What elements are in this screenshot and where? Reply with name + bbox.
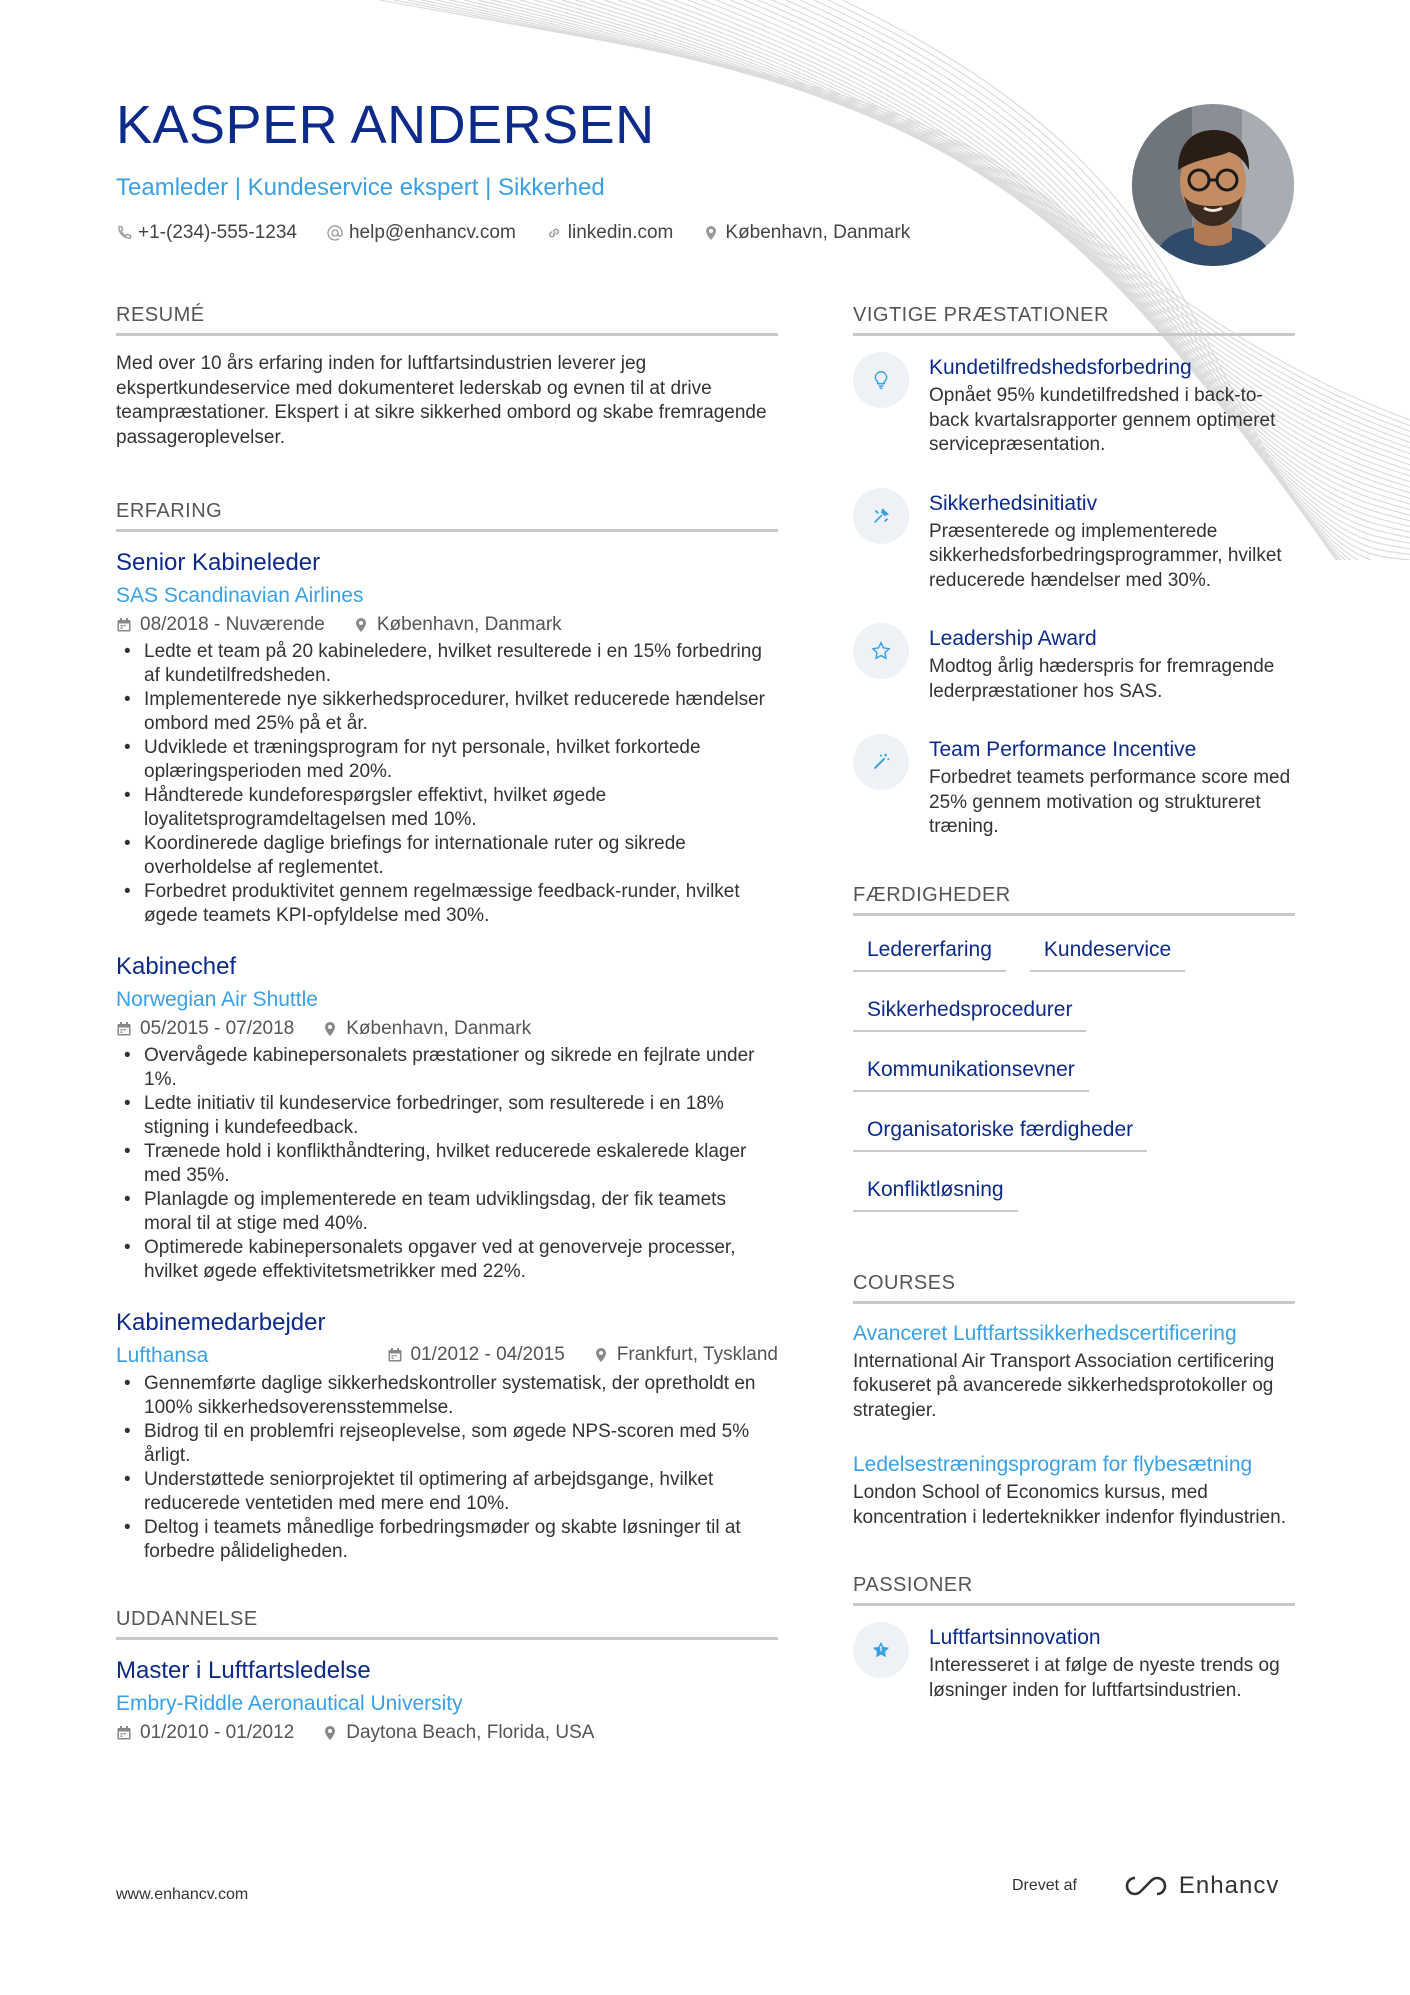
bullet-item: • Bidrog til en problemfri rejseoplevelse, som øgede NPS-scoren med 5% årligt. <box>116 1420 778 1468</box>
bullet-item: • Koordinerede daglige briefings for internationale ruter og sikrede overholdelse af reglementet. <box>116 832 778 880</box>
achievement-desc: Forbedret teamets performance score med 25% gennem motivation og struktureret træning. <box>929 767 1291 837</box>
location-pin-icon <box>593 1347 609 1363</box>
calendar-icon <box>116 1725 132 1741</box>
job-entry <box>116 1308 778 1564</box>
skill-tag: Organisatoriske færdigheder <box>853 1112 1147 1152</box>
calendar-icon <box>116 617 132 633</box>
achievement-title: Team Performance Incentive <box>929 738 1197 761</box>
skill-tag: Konfliktløsning <box>853 1172 1018 1212</box>
course-item <box>853 1451 1295 1530</box>
candidate-subtitle: Teamleder | Kundeservice ekspert | Sikkerhed <box>116 174 605 201</box>
job-entry <box>116 952 778 1284</box>
skills-heading: FÆRDIGHEDER <box>853 884 1295 916</box>
bullet-item: • Ledte et team på 20 kabineledere, hvilket resulterede i en 15% forbedring af kundetilfredsheden. <box>116 640 778 688</box>
candidate-name: KASPER ANDERSEN <box>116 95 655 155</box>
achievement-item <box>853 734 1295 840</box>
skill-tag: Ledererfaring <box>853 932 1006 972</box>
star-badge-icon <box>853 1622 909 1678</box>
skill-tag: Kommunikationsevner <box>853 1052 1089 1092</box>
achievement-desc: Opnået 95% kundetilfredshed i back-to-back kvartalsrapporter gennem optimeret servicepræsentation. <box>929 385 1276 455</box>
job-title: Kabinemedarbejder <box>116 1309 326 1336</box>
course-item <box>853 1320 1295 1424</box>
job-location: Frankfurt, Tyskland <box>616 1344 778 1365</box>
education-heading: UDDANNELSE <box>116 1608 778 1640</box>
phone-text: +1-(234)-555-1234 <box>138 222 297 243</box>
email-contact[interactable] <box>327 222 516 244</box>
magic-wand-icon <box>853 734 909 790</box>
course-title: Ledelsestræningsprogram for flybesætning <box>853 1453 1253 1476</box>
achievements-heading: VIGTIGE PRÆSTATIONER <box>853 304 1295 336</box>
degree-title: Master i Luftfartsledelse <box>116 1657 371 1684</box>
bullet-item: • Trænede hold i konflikthåndtering, hvilket reducerede eskalerede klager med 35%. <box>116 1140 778 1188</box>
lightbulb-icon <box>853 352 909 408</box>
bullet-item: • Overvågede kabinepersonalets præstationer og sikrede en fejlrate under 1%. <box>116 1044 778 1092</box>
company-name: SAS Scandinavian Airlines <box>116 584 364 607</box>
job-location: København, Danmark <box>346 1018 532 1039</box>
achievement-title: Kundetilfredshedsforbedring <box>929 356 1192 379</box>
left-column <box>116 304 778 1770</box>
course-desc: International Air Transport Association certificering fokuseret på avancerede sikkerhedsprotokoller og strategier. <box>853 1350 1275 1421</box>
job-entry <box>116 548 778 928</box>
footer-website[interactable]: www.enhancv.com <box>116 1886 249 1903</box>
powered-by-text: Drevet af <box>1012 1877 1077 1894</box>
job-dates: 01/2012 - 04/2015 <box>410 1344 565 1365</box>
job-bullets <box>116 640 778 928</box>
education-meta <box>116 1720 778 1746</box>
location-pin-icon <box>322 1021 338 1037</box>
job-dates: 08/2018 - Nuværende <box>140 614 325 635</box>
star-icon <box>853 623 909 679</box>
job-bullets <box>116 1044 778 1284</box>
at-icon <box>327 225 343 241</box>
passions-heading: PASSIONER <box>853 1574 1295 1606</box>
linkedin-text: linkedin.com <box>567 222 674 243</box>
bullet-item: • Udviklede et træningsprogram for nyt personale, hvilket forkortede oplæringsperioden med 20%. <box>116 736 778 784</box>
calendar-icon <box>116 1021 132 1037</box>
avatar-illustration <box>1132 104 1294 266</box>
linkedin-contact[interactable] <box>546 222 674 244</box>
job-bullets <box>116 1372 778 1564</box>
enhancv-logo-icon <box>1123 1874 1169 1898</box>
education-location: Daytona Beach, Florida, USA <box>346 1722 595 1743</box>
achievement-item <box>853 488 1295 594</box>
achievement-desc: Modtog årlig hæderspris for fremragende lederpræstationer hos SAS. <box>929 656 1275 702</box>
job-dates: 05/2015 - 07/2018 <box>140 1018 295 1039</box>
bullet-item: • Håndterede kundeforespørgsler effektivt, hvilket øgede loyalitetsprogramdeltagelsen med 10%. <box>116 784 778 832</box>
achievement-desc: Præsenterede og implementerede sikkerhedsforbedringsprogrammer, hvilket reducerede hændelser med 30%. <box>929 520 1282 591</box>
job-meta <box>116 1016 778 1042</box>
skill-tag: Sikkerhedsprocedurer <box>853 992 1086 1032</box>
bullet-item: • Deltog i teamets månedlige forbedringsmøder og skabte løsninger til at forbedre pålideligheden. <box>116 1516 778 1564</box>
calendar-icon <box>387 1347 403 1363</box>
link-icon <box>546 225 562 241</box>
job-title: Senior Kabineleder <box>116 549 321 576</box>
location-pin-icon <box>353 617 369 633</box>
bullet-item: • Planlagde og implementerede en team udviklingsdag, der fik teamets moral til at stige med 40%. <box>116 1188 778 1236</box>
company-name: Norwegian Air Shuttle <box>116 988 318 1011</box>
contact-row <box>116 222 1116 244</box>
achievement-item <box>853 352 1295 458</box>
summary-text: Med over 10 års erfaring inden for luftfartsindustrien leverer jeg ekspertkundeservice med dokumenteret lederskab og evnen til at drive teampræstationer. Ekspert i at sikre sikkerhed ombord og skabe fremragende passageroplevelser. <box>116 353 767 448</box>
brand-logo[interactable] <box>1123 1872 1279 1900</box>
brand-name: Enhancv <box>1178 1872 1280 1899</box>
location-pin-icon <box>322 1725 338 1741</box>
phone-contact[interactable] <box>116 222 297 244</box>
bullet-item: • Understøttede seniorprojektet til optimering af arbejdsgange, hvilket reducerede ventetiden med mere end 10%. <box>116 1468 778 1516</box>
phone-icon <box>116 225 132 241</box>
profile-photo <box>1132 104 1294 266</box>
right-column <box>853 304 1295 1733</box>
passion-title: Luftfartsinnovation <box>929 1626 1101 1649</box>
bullet-item: • Implementerede nye sikkerhedsprocedurer, hvilket reducerede hændelser ombord med 25% på et år. <box>116 688 778 736</box>
passion-desc: Interesseret i at følge de nyeste trends og løsninger inden for luftfartsindustrien. <box>929 1655 1280 1701</box>
achievement-title: Sikkerhedsinitiativ <box>929 491 1098 515</box>
job-location: København, Danmark <box>376 614 562 635</box>
bullet-item: • Gennemførte daglige sikkerhedskontroller systematisk, der opretholdt en 100% sikkerhedsoverensstemmelse. <box>116 1372 778 1420</box>
header <box>116 95 1116 244</box>
bullet-item: • Optimerede kabinepersonalets opgaver ved at genoverveje processer, hvilket øgede effektivitetsmetrikker med 22%. <box>116 1236 778 1284</box>
passion-item <box>853 1622 1295 1703</box>
company-name: Lufthansa <box>116 1344 209 1367</box>
email-text: help@enhancv.com <box>348 222 516 243</box>
education-dates: 01/2010 - 01/2012 <box>140 1722 295 1743</box>
achievement-item <box>853 623 1295 704</box>
job-company-row <box>116 1338 778 1370</box>
job-meta <box>116 612 778 638</box>
footer-branding <box>1012 1872 1279 1900</box>
job-title: Kabinechef <box>116 953 237 980</box>
school-name: Embry-Riddle Aeronautical University <box>116 1692 463 1715</box>
summary-heading: RESUMÉ <box>116 304 778 336</box>
experience-heading: ERFARING <box>116 500 778 532</box>
course-desc: London School of Economics kursus, med koncentration i lederteknikker indenfor flyindustrien. <box>853 1482 1287 1528</box>
location-pin-icon <box>703 225 719 241</box>
bullet-item: • Forbedret produktivitet gennem regelmæssige feedback-runder, hvilket øgede teamets KPI-opfyldelse med 30%. <box>116 880 778 928</box>
job-meta <box>387 1342 778 1368</box>
courses-heading: COURSES <box>853 1272 1295 1304</box>
education-entry <box>116 1656 778 1746</box>
course-title: Avanceret Luftfartssikkerhedscertificering <box>853 1321 1237 1345</box>
achievement-title: Leadership Award <box>929 627 1097 650</box>
location-contact <box>703 222 910 244</box>
tools-icon <box>853 488 909 544</box>
skill-tag: Kundeservice <box>1030 932 1185 972</box>
location-text: København, Danmark <box>725 222 911 243</box>
skills-list <box>853 932 1295 1232</box>
bullet-item: • Ledte initiativ til kundeservice forbedringer, som resulterede i en 18% stigning i kundefeedback. <box>116 1092 778 1140</box>
